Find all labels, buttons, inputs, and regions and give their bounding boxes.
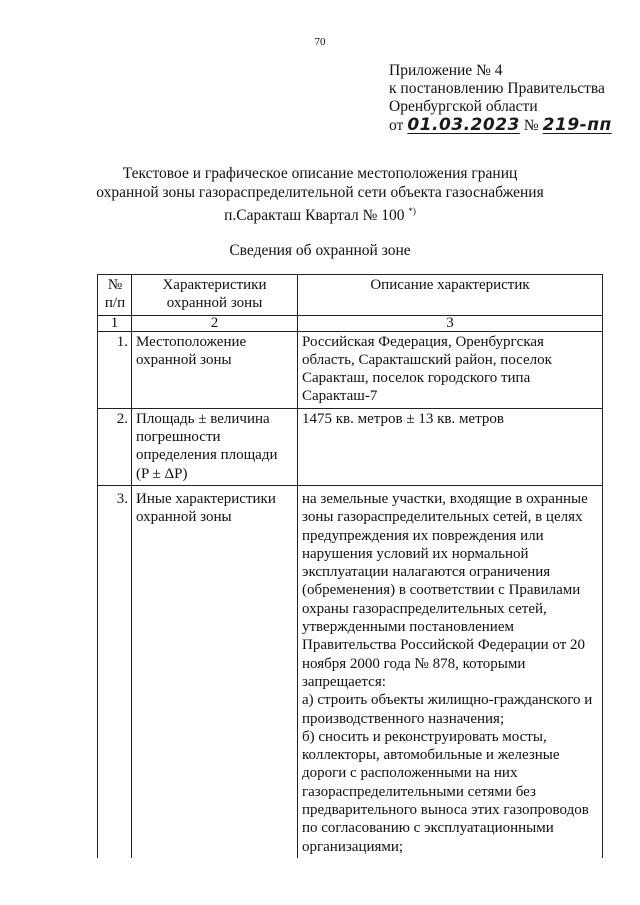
row-characteristic: Площадь ± величина погрешности определения площади (P ± ΔP) — [132, 408, 298, 485]
title-line-3-text: п.Саракташ Квартал № 100 — [224, 207, 405, 225]
description-paragraph: Российская Федерация, Оренбургская область, Саракташский район, поселок Саракташ, поселок городского типа Саракташ-7 — [302, 333, 552, 405]
description-paragraph: а) строить объекты жилищно-гражданского и производственного назначения; — [302, 692, 593, 727]
row-characteristic: Местоположение охранной зоны — [132, 331, 298, 408]
title-line-2: охранной зоны газораспределительной сети объекта газоснабжения — [96, 184, 544, 201]
table-header-row — [98, 275, 603, 316]
handwritten-number: 219-пп — [542, 115, 612, 135]
description-paragraph: на земельные участки, входящие в охранные зоны газораспределительных сетей, в целях предупреждения их повреждения или нарушения условий их нормальной эксплуатации налагаются ограничения (обременения) в соответствии с Правилами охраны газораспределительных сетей, утвержденными постановлением Правительства Российской Федерации от 20 ноября 2000 года № 878, которыми запрещается: — [302, 490, 588, 690]
header-characteristic: Характеристики охранной зоны — [132, 275, 298, 316]
page-number: 70 — [314, 36, 326, 48]
document-title — [0, 164, 640, 225]
appendix-date-line — [389, 116, 616, 135]
header-description: Описание характеристик — [298, 275, 603, 316]
number-prefix: № — [523, 117, 539, 134]
table-row — [98, 485, 603, 857]
handwritten-date: 01.03.2023 — [407, 115, 520, 135]
column-number: 3 — [298, 315, 603, 331]
footnote-mark: *) — [408, 206, 416, 216]
section-subtitle: Сведения об охранной зоне — [229, 242, 411, 259]
appendix-line-2: к постановлению Правительства — [389, 80, 605, 97]
column-number: 2 — [132, 315, 298, 331]
title-line-3 — [0, 202, 640, 225]
row-number: 1. — [98, 331, 132, 408]
table-row — [98, 408, 603, 485]
protection-zone-table — [97, 274, 603, 858]
row-description — [298, 331, 603, 408]
row-description — [298, 408, 603, 485]
row-description — [298, 485, 603, 857]
appendix-block — [389, 62, 616, 135]
column-number-row — [98, 315, 603, 331]
description-paragraph: б) сносить и реконструировать мосты, коллекторы, автомобильные и железные дороги с расположенными на них газораспределительными сетями без предварительного выноса этих газопроводов по согласованию с эксплуатационными организациями; — [302, 728, 589, 855]
table-row — [98, 331, 603, 408]
row-number: 3. — [98, 485, 132, 857]
appendix-line-1: Приложение № 4 — [389, 62, 503, 79]
description-paragraph: 1475 кв. метров ± 13 кв. метров — [302, 410, 504, 427]
row-characteristic: Иные характеристики охранной зоны — [132, 485, 298, 857]
appendix-line-3: Оренбургской области — [389, 98, 538, 115]
title-line-1: Текстовое и графическое описание местоположения границ — [122, 165, 518, 182]
column-number: 1 — [98, 315, 132, 331]
header-number: № п/п — [98, 275, 132, 316]
row-number: 2. — [98, 408, 132, 485]
date-prefix: от — [389, 117, 404, 134]
